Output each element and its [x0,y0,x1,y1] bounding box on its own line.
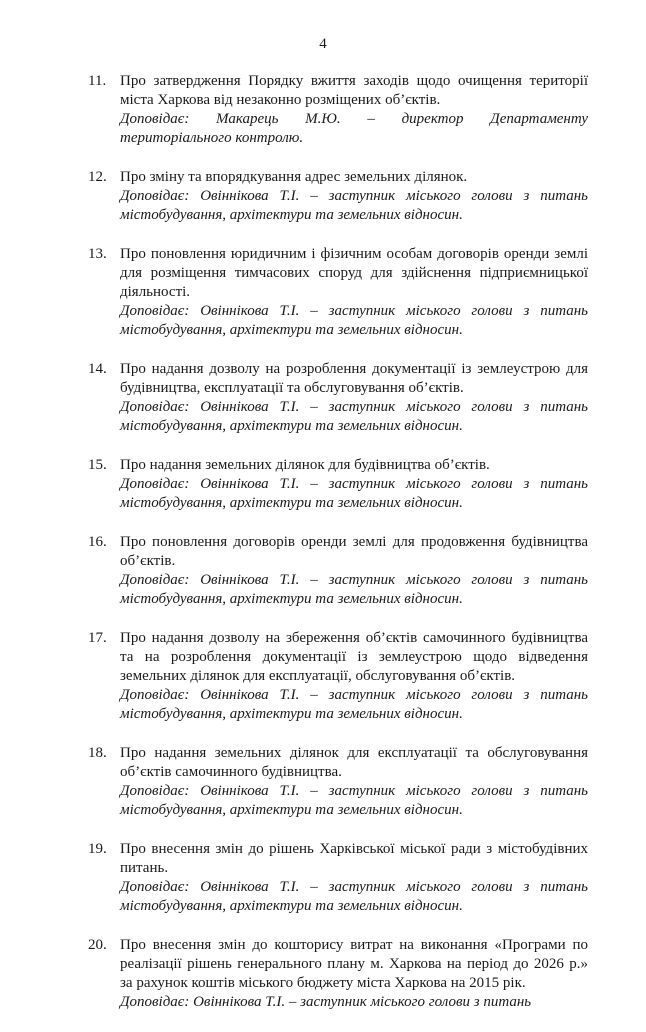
item-title: Про надання дозволу на розроблення документації із землеустрою для будівництва, експлуатації та обслуговування об’єктів. [120,361,588,396]
item-number: 18. [88,745,107,761]
item-number: 14. [88,361,107,377]
item-number: 15. [88,457,107,473]
item-number: 20. [88,937,107,953]
agenda-item-18 [88,744,588,820]
agenda-item-15 [88,456,588,513]
item-speaker: Доповідає: Овіннікова Т.І. – заступник міського голови з питань містобудування, архітектури та земельних відносин. [120,783,588,818]
item-speaker: Доповідає: Овіннікова Т.І. – заступник міського голови з питань містобудування, архітектури та земельних відносин. [120,879,588,914]
agenda-item-19 [88,840,588,916]
item-title: Про поновлення юридичним і фізичним особам договорів оренди землі для розміщення тимчасових споруд для здійснення підприємницької діяльності. [120,246,588,300]
item-number: 12. [88,169,107,185]
agenda-item-11 [88,72,588,148]
item-number: 16. [88,534,107,550]
item-speaker: Доповідає: Овіннікова Т.І. – заступник міського голови з питань містобудування, архітектури та земельних відносин. [120,687,588,722]
item-number: 17. [88,630,107,646]
item-title: Про затвердження Порядку вжиття заходів щодо очищення території міста Харкова від незаконно розміщених об’єктів. [120,73,588,108]
item-number: 13. [88,246,107,262]
item-speaker: Доповідає: Овіннікова Т.І. – заступник міського голови з питань містобудування, архітектури та земельних відносин. [120,303,588,338]
item-title: Про внесення змін до рішень Харківської міської ради з містобудівних питань. [120,841,588,876]
agenda-item-20 [88,936,588,1012]
agenda-item-13 [88,245,588,340]
item-title: Про надання дозволу на збереження об’єктів самочинного будівництва та на розроблення документації із землеустрою щодо відведення земельних ділянок для експлуатації, обслуговування об’єктів. [120,630,588,684]
item-speaker: Доповідає: Макарець М.Ю. – директор Департаменту територіального контролю. [120,111,588,146]
item-speaker: Доповідає: Овіннікова Т.І. – заступник міського голови з питань містобудування, архітектури та земельних відносин. [120,572,588,607]
item-number: 19. [88,841,107,857]
item-speaker: Доповідає: Овіннікова Т.І. – заступник міського голови з питань містобудування, архітектури та земельних відносин. [120,476,588,511]
item-title: Про зміну та впорядкування адрес земельних ділянок. [120,169,468,185]
item-title: Про надання земельних ділянок для будівництва об’єктів. [120,457,490,473]
agenda-item-12 [88,168,588,225]
item-number: 11. [88,73,107,89]
agenda-item-14 [88,360,588,436]
page-number: 4 [319,36,327,52]
item-speaker: Доповідає: Овіннікова Т.І. – заступник міського голови з питань містобудування, архітектури та земельних відносин. [120,399,588,434]
item-speaker: Доповідає: Овіннікова Т.І. – заступник міського голови з питань містобудування, архітектури та земельних відносин. [120,188,588,223]
agenda-item-16 [88,533,588,609]
agenda-item-17 [88,629,588,724]
item-speaker: Доповідає: Овіннікова Т.І. – заступник міського голови з питань [120,994,532,1010]
item-title: Про поновлення договорів оренди землі для продовження будівництва об’єктів. [120,534,588,569]
item-title: Про надання земельних ділянок для експлуатації та обслуговування об’єктів самочинного будівництва. [120,745,588,780]
agenda-list [88,72,588,1032]
item-title: Про внесення змін до кошторису витрат на виконання «Програми по реалізації рішень генерального плану м. Харкова на період до 2026 р.» за рахунок коштів міського бюджету міста Харкова на 2015 рік. [120,937,588,991]
